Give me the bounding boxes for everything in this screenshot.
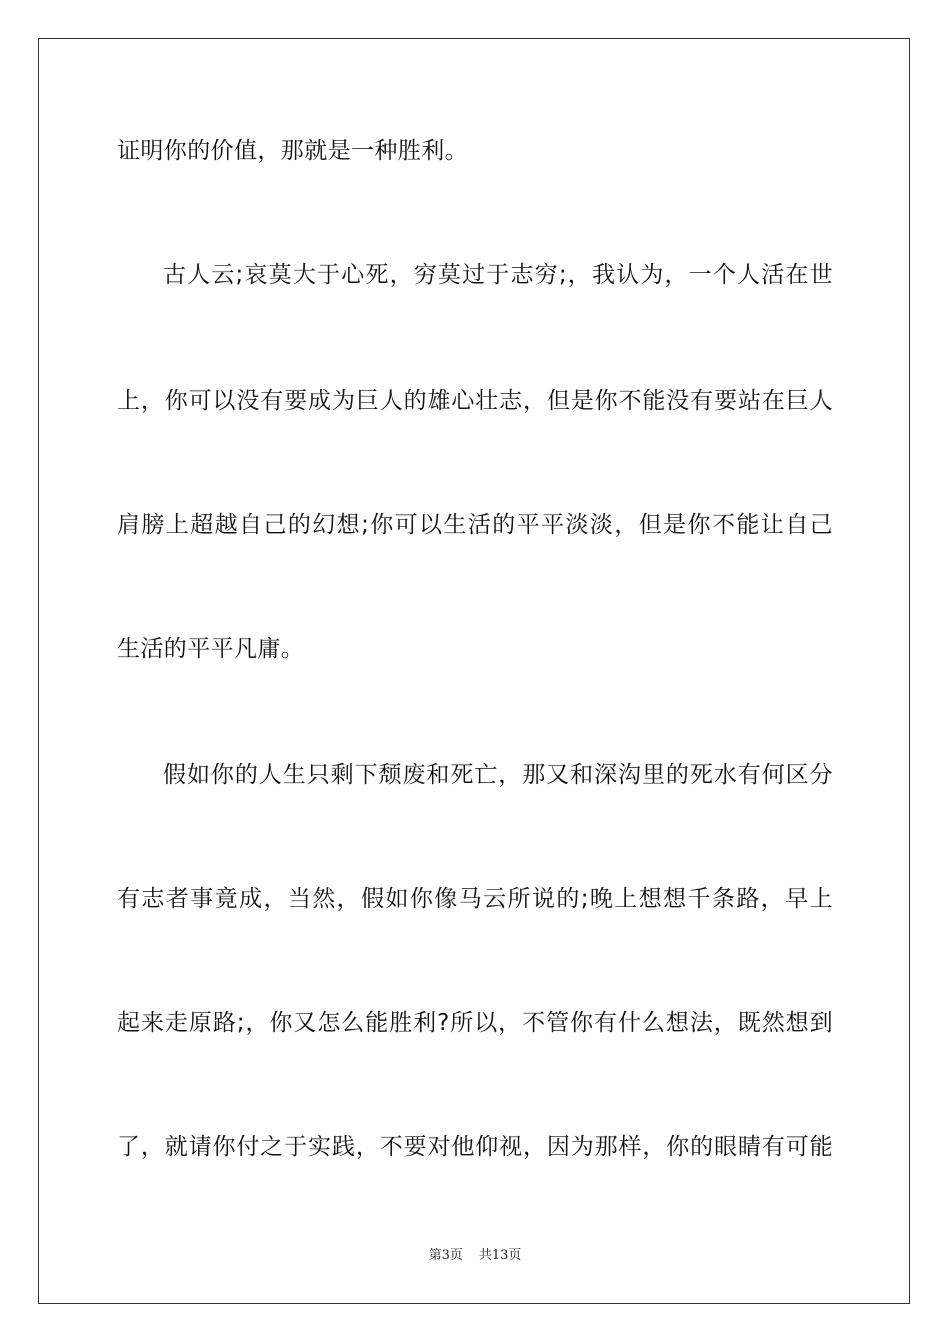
text-line: 生活的平平凡庸。 xyxy=(117,636,305,662)
text-line: 肩膀上超越自己的幻想;你可以生活的平平淡淡，但是你不能让自己 xyxy=(117,512,833,538)
page-number: 第3页 xyxy=(428,1248,463,1263)
text-line: 有志者事竟成，当然，假如你像马云所说的;晚上想想千条路，早上 xyxy=(117,886,833,912)
text-line: 了，就请你付之于实践，不要对他仰视，因为那样，你的眼睛有可能 xyxy=(117,1134,833,1160)
text-line: 证明你的价值，那就是一种胜利。 xyxy=(117,138,468,164)
text-line: 起来走原路;，你又怎么能胜利?所以，不管你有什么想法，既然想到 xyxy=(117,1010,833,1036)
text-line: 假如你的人生只剩下颓废和死亡，那又和深沟里的死水有何区分 xyxy=(163,762,833,788)
text-line: 上，你可以没有要成为巨人的雄心壮志，但是你不能没有要站在巨人 xyxy=(117,388,833,414)
page-total: 共13页 xyxy=(478,1248,522,1263)
text-line: 古人云;哀莫大于心死，穷莫过于志穷;，我认为，一个人活在世 xyxy=(163,262,833,288)
page-footer xyxy=(0,1248,950,1264)
